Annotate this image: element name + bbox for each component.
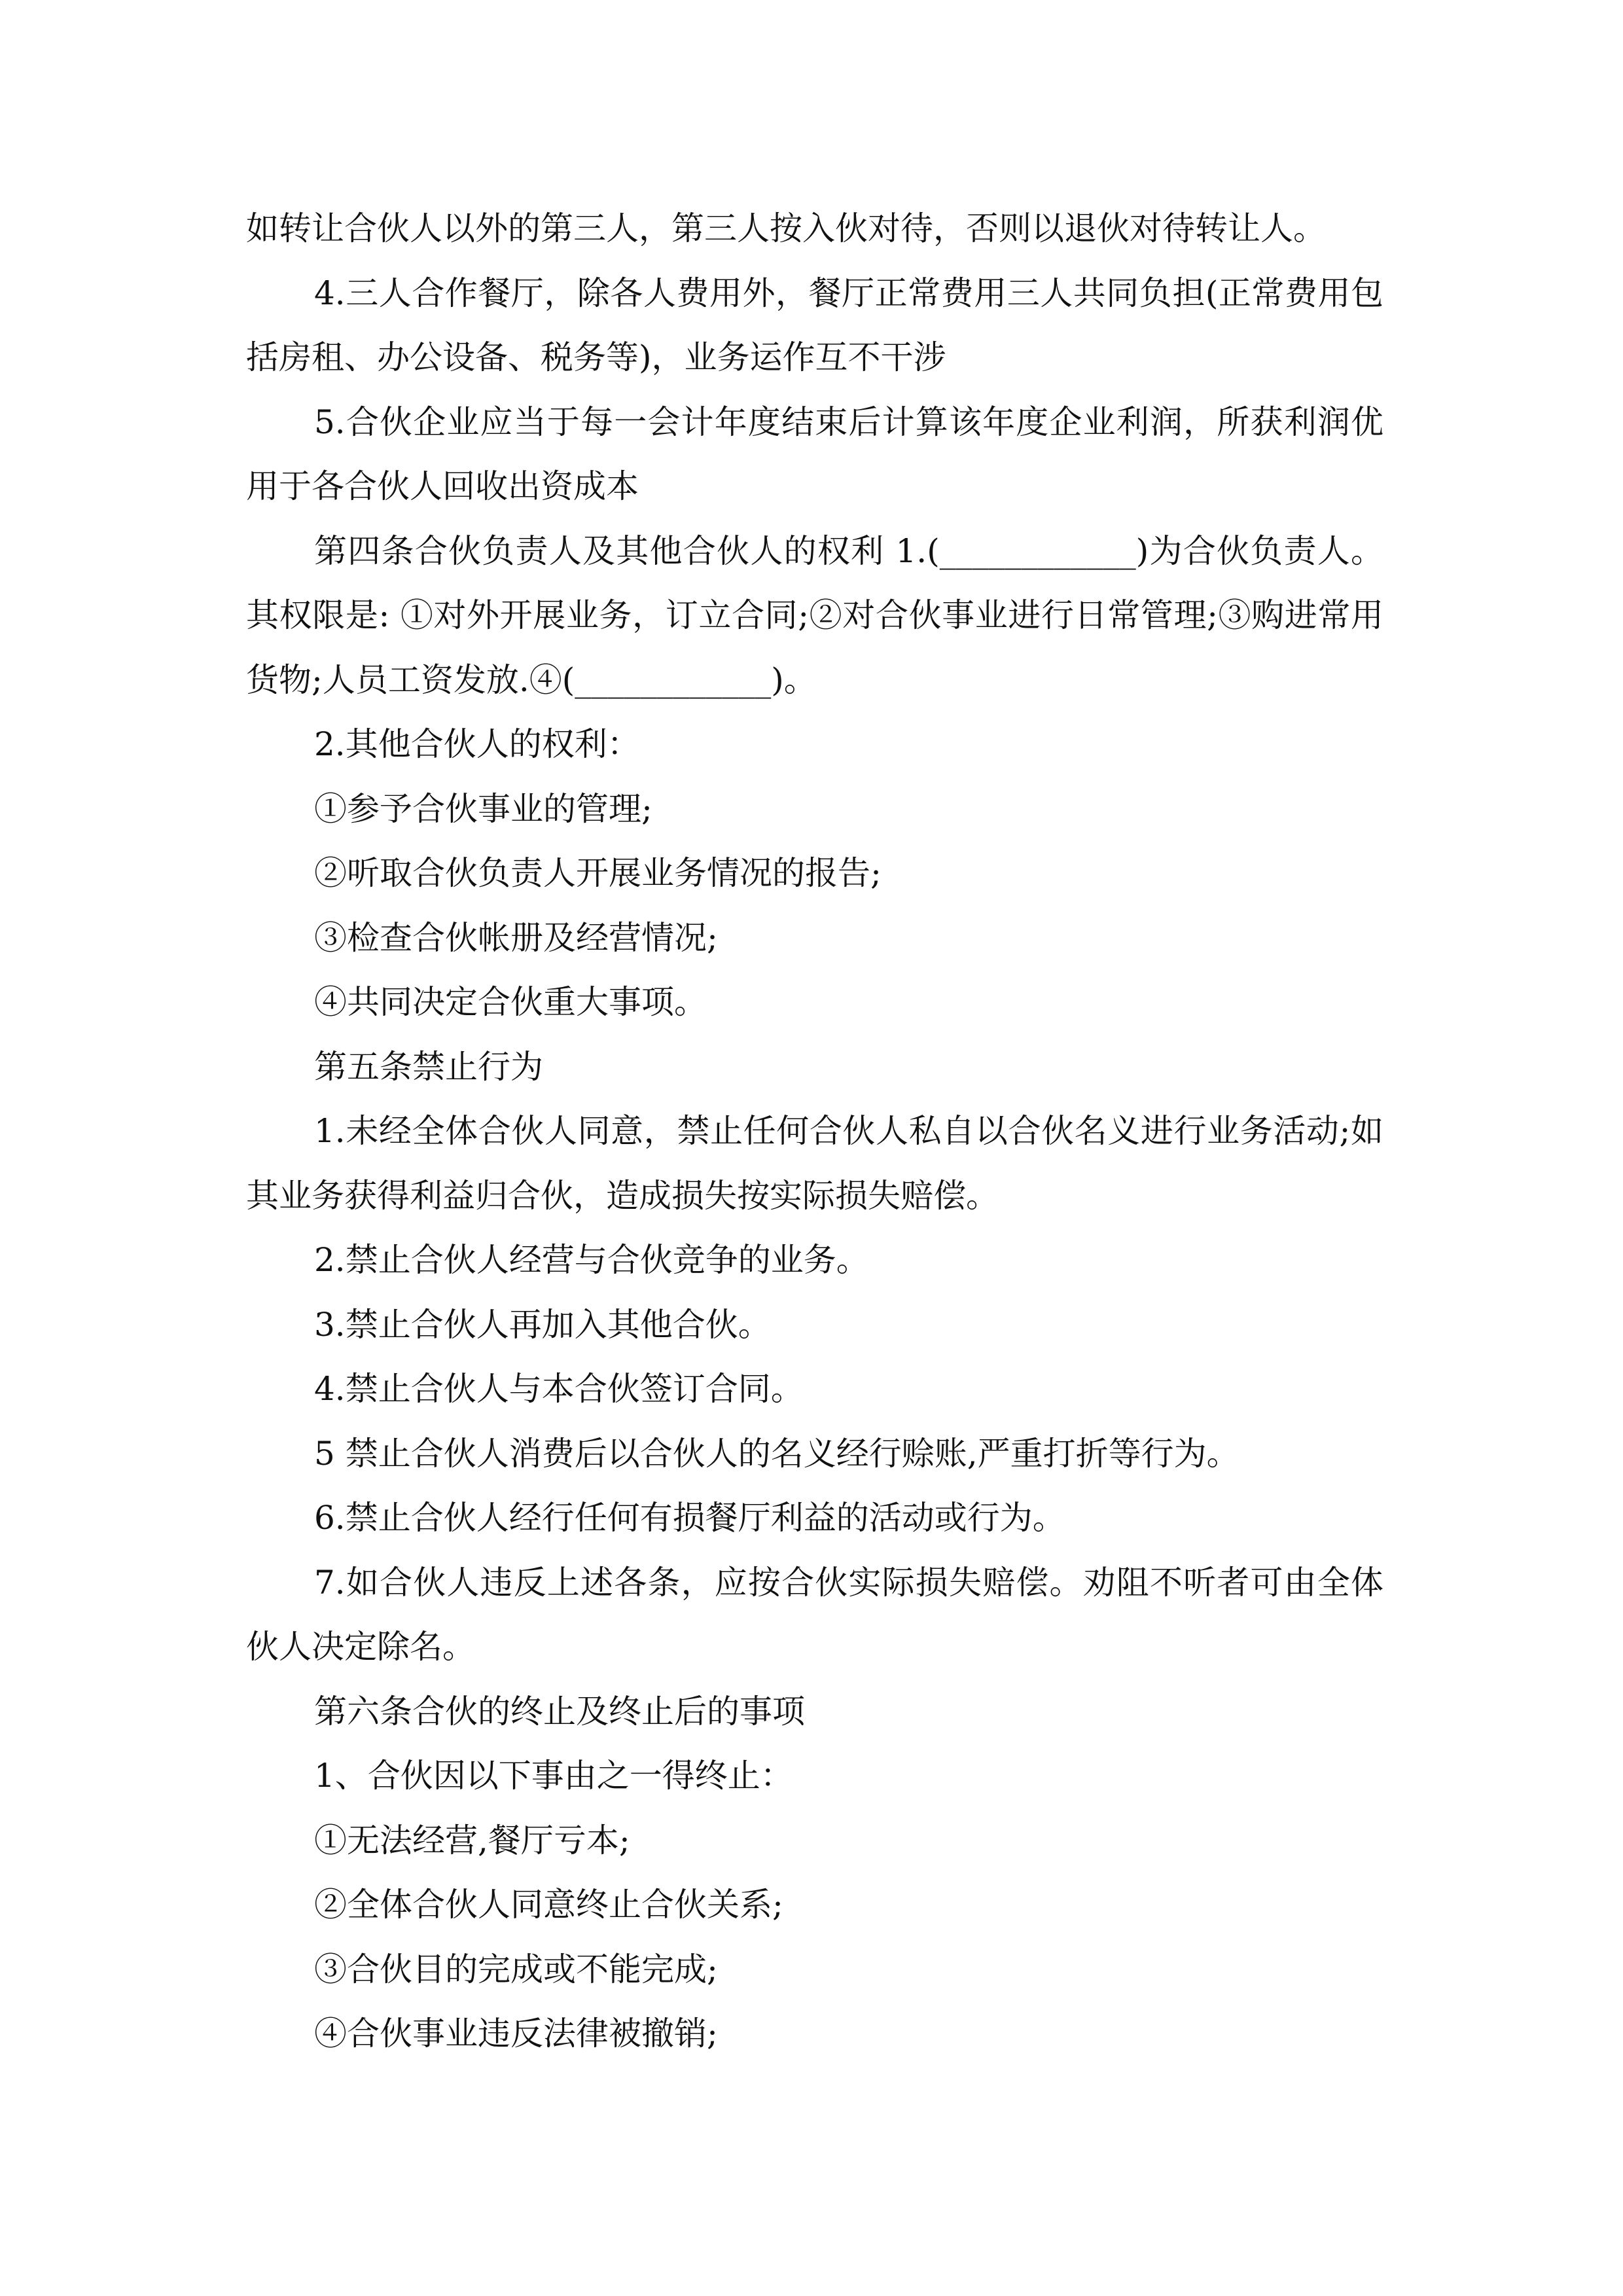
list-item: 3.禁止合伙人再加入其他合伙。 [314,1305,771,1344]
section-heading: 第五条禁止行为 [314,1047,543,1086]
list-item: ④共同决定合伙重大事项。 [314,983,707,1021]
section-heading-line: 第四条合伙负责人及其他合伙人的权利 1.(____________)为合伙负责人。 [314,531,1383,570]
list-item: 6.禁止合伙人经行任何有损餐厅利益的活动或行为。 [314,1499,1065,1537]
list-item: ③合伙目的完成或不能完成; [314,1950,718,1988]
list-item: 2.禁止合伙人经营与合伙竞争的业务。 [314,1241,869,1279]
section-heading: 第六条合伙的终止及终止后的事项 [314,1692,805,1731]
paragraph-line: 4.三人合作餐厅，除各人费用外，餐厅正常费用三人共同负担(正常费用包 [314,274,1383,312]
paragraph-line: 其业务获得利益归合伙，造成损失按实际损失赔偿。 [246,1176,999,1215]
paragraph-line: 如转让合伙人以外的第三人，第三人按入伙对待，否则以退伙对待转让人。 [246,209,1326,247]
list-item: ③检查合伙帐册及经营情况; [314,918,718,957]
paragraph-line: 5.合伙企业应当于每一会计年度结束后计算该年度企业利润，所获利润优 [314,403,1383,441]
paragraph-line: 括房租、办公设备、税务等)，业务运作互不干涉 [246,338,946,376]
document-body [246,196,1383,2066]
list-item: ④合伙事业违反法律被撤销; [314,2015,718,2053]
paragraph-line: 用于各合伙人回收出资成本 [246,467,639,505]
list-item: ②全体合伙人同意终止合伙关系; [314,1886,783,1924]
paragraph-line: 7.如合伙人违反上述各条，应按合伙实际损失赔偿。劝阻不听者可由全体 [314,1563,1383,1602]
paragraph-line: 货物;人员工资发放.④(____________)。 [246,660,817,699]
paragraph-line: 2.其他合伙人的权利： [314,725,640,763]
list-item: 5 禁止合伙人消费后以合伙人的名义经行赊账,严重打折等行为。 [314,1434,1240,1473]
list-item: ①参予合伙事业的管理; [314,789,652,828]
paragraph-line: 1、合伙因以下事由之一得终止： [314,1757,793,1795]
paragraph-line: 伙人决定除名。 [246,1628,475,1666]
list-item: 4.禁止合伙人与本合伙签订合同。 [314,1370,804,1408]
paragraph-line: 其权限是: ①对外开展业务，订立合同;②对合伙事业进行日常管理;③购进常用 [246,596,1383,634]
list-item: ①无法经营,餐厅亏本; [314,1821,630,1859]
list-item: ②听取合伙负责人开展业务情况的报告; [314,854,882,892]
paragraph-line: 1.未经全体合伙人同意，禁止任何合伙人私自以合伙名义进行业务活动;如 [314,1112,1383,1150]
